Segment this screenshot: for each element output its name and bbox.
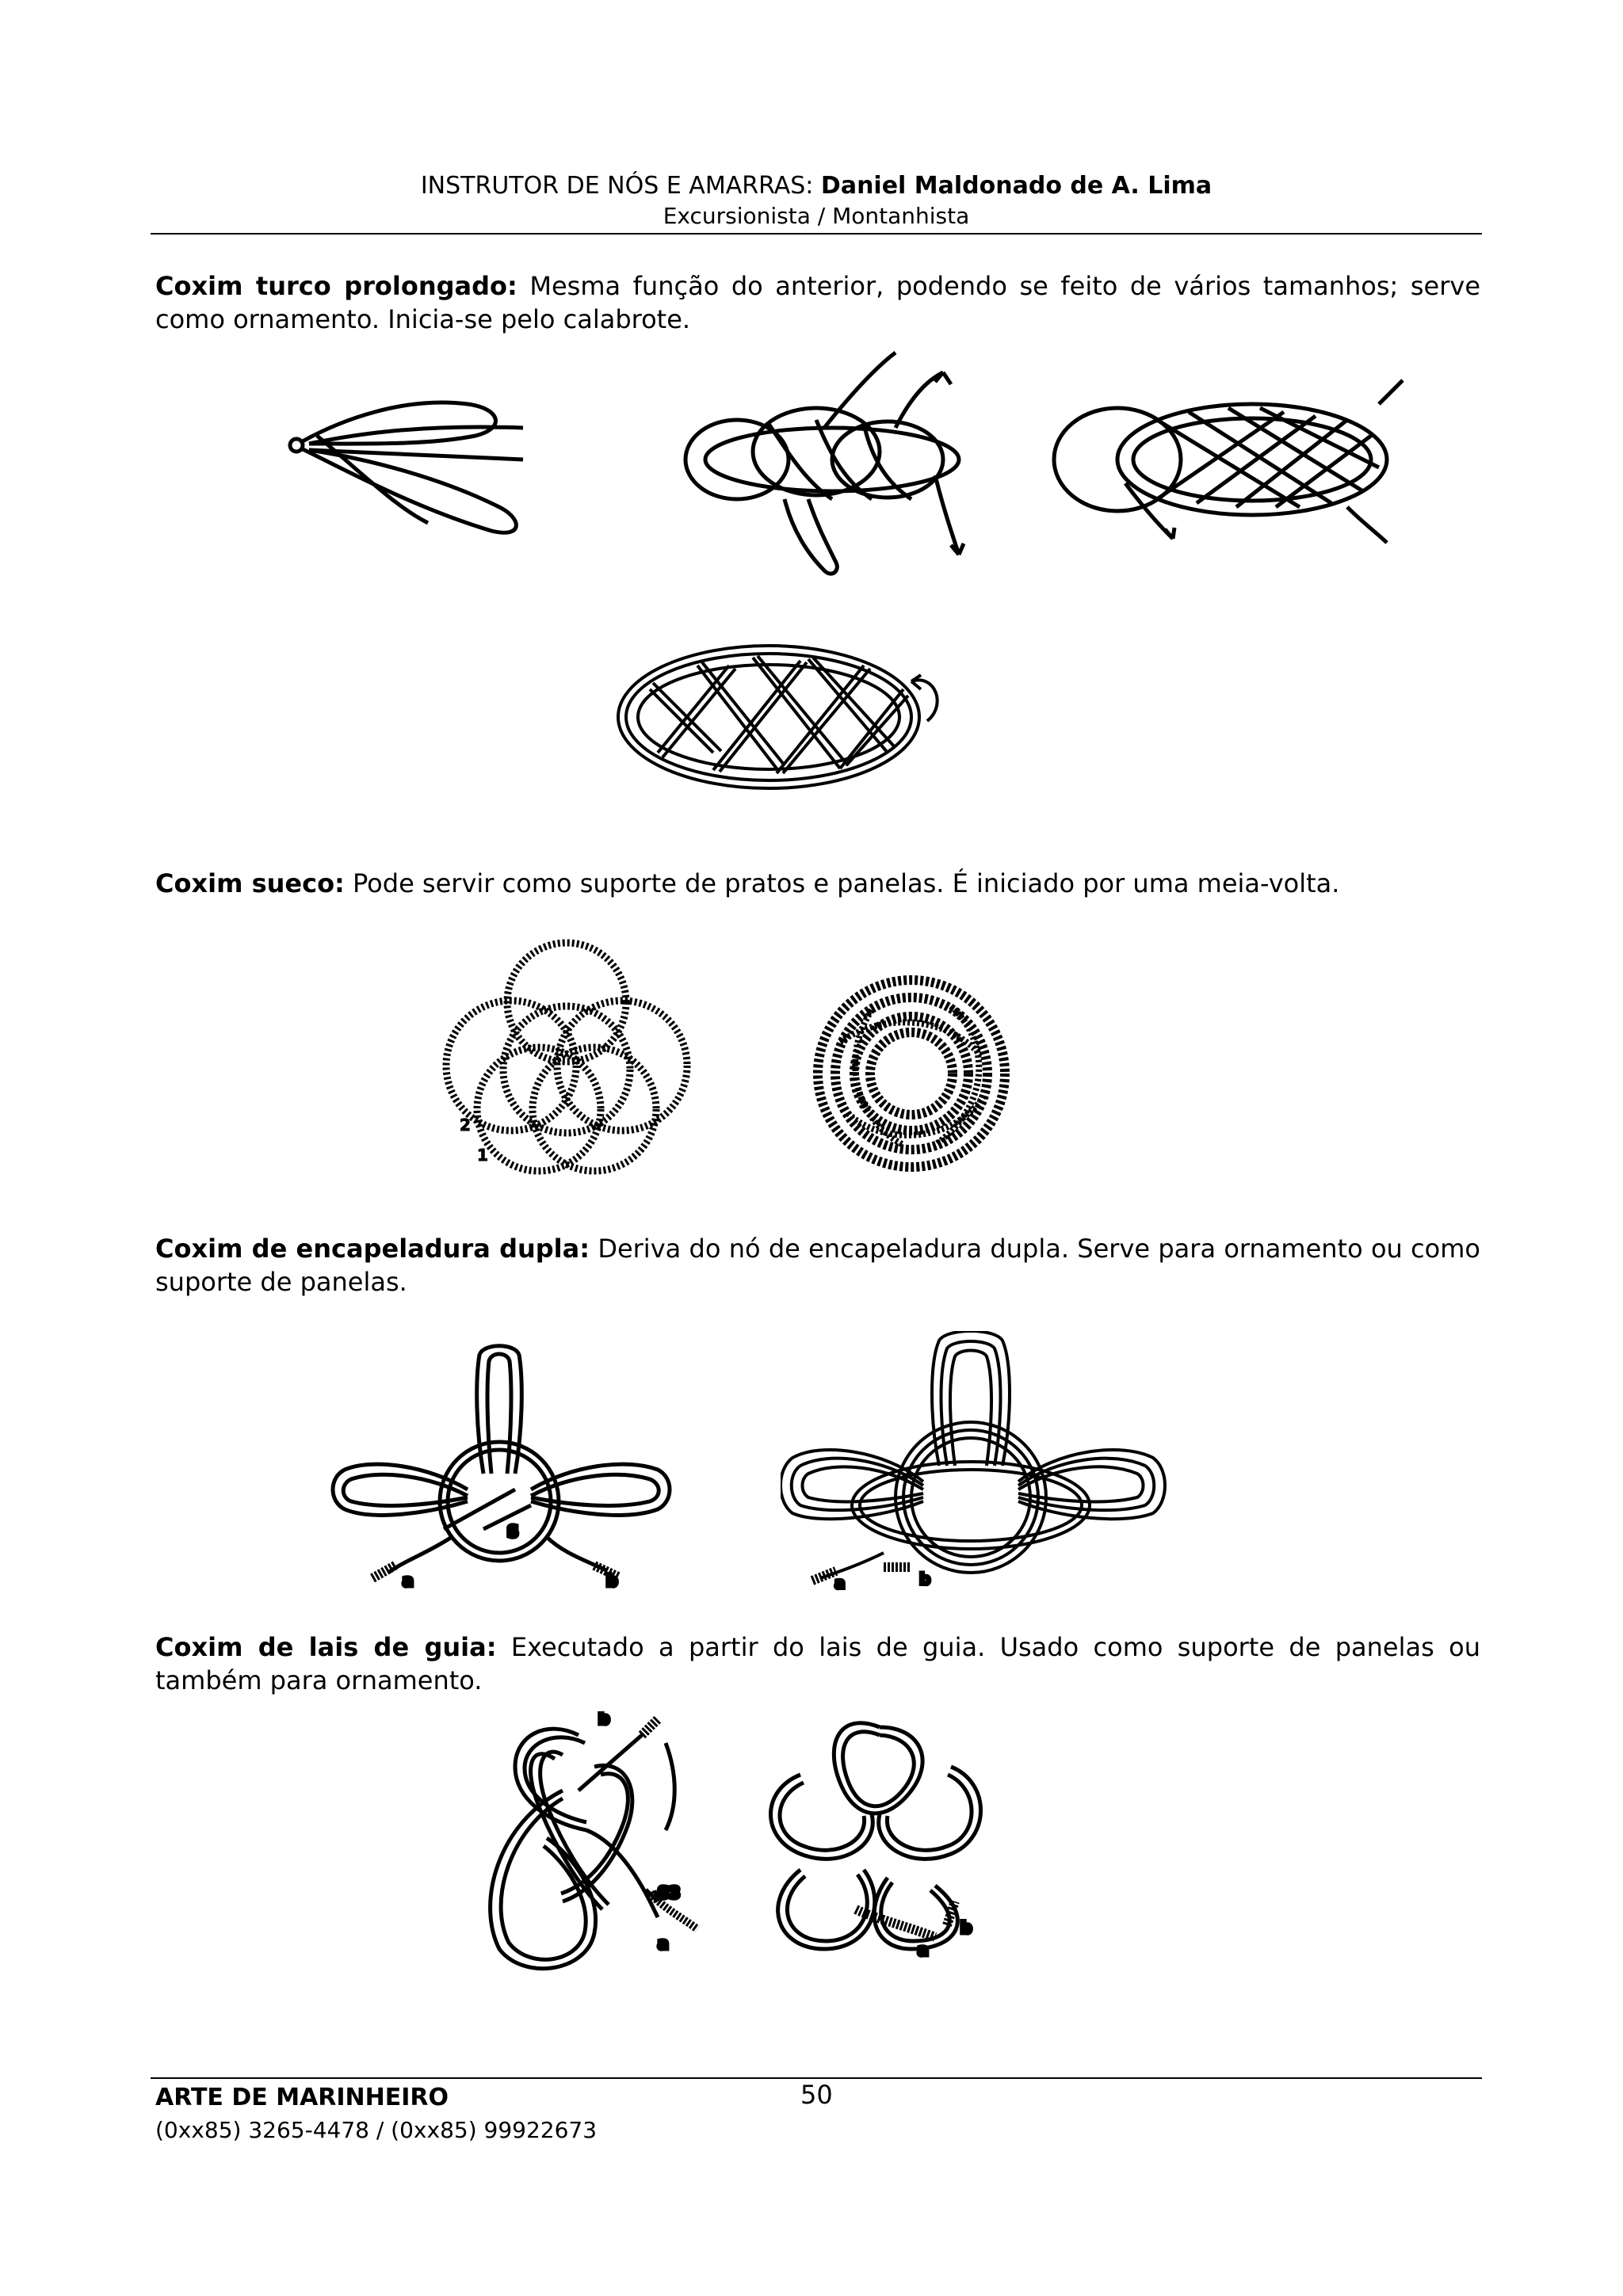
figure-lais-step: [468, 1711, 705, 1981]
section-term: Coxim turco prolongado:: [155, 271, 517, 301]
section-coxim-turco: [155, 269, 1480, 336]
figure-label: b: [598, 1711, 610, 1728]
page-number: 50: [800, 2080, 833, 2110]
figure-label: S: [507, 1522, 519, 1541]
section-text: Executado a partir do lais de guia. Usado como suporte de panelas ou também para ornamento.: [155, 1632, 1481, 1695]
footer-phone: (0xx85) 3265-4478 / (0xx85) 99922673: [155, 2117, 598, 2143]
figure-encapeladura-step: [325, 1339, 689, 1592]
section-term: Coxim sueco:: [155, 868, 345, 898]
figure-label: b: [606, 1571, 618, 1590]
figure-label: a: [658, 1934, 669, 1953]
section-text: Pode servir como suporte de pratos e panelas. É iniciado por uma meia-volta.: [344, 868, 1340, 898]
figure-turco-step-1: [285, 388, 539, 547]
header-subtitle: Excursionista / Montanhista: [663, 203, 970, 229]
figure-label: a: [834, 1573, 846, 1592]
figure-label: b: [919, 1569, 931, 1589]
section-text: Mesma função do anterior, podendo se feito de vários tamanhos; serve como ornamento. Inicia-se pelo calabrote.: [155, 271, 1481, 334]
figure-encapeladura-finished: [781, 1331, 1177, 1592]
figure-label: b: [960, 1918, 972, 1937]
figure-label: a: [918, 1940, 929, 1959]
section-coxim-lais: [155, 1630, 1480, 1697]
header-prefix: INSTRUTOR DE NÓS E AMARRAS:: [420, 172, 821, 200]
figure-turco-finished: [610, 634, 951, 800]
figure-label: 1: [477, 1146, 488, 1165]
figure-label: a: [403, 1571, 414, 1590]
section-text: Deriva do nó de encapeladura dupla. Serve para ornamento ou como suporte de panelas.: [155, 1234, 1481, 1297]
header-rule: [151, 233, 1482, 235]
section-term: Coxim de encapeladura dupla:: [155, 1234, 590, 1264]
figure-turco-step-2: [674, 349, 991, 586]
figure-lais-finished: [753, 1711, 1006, 1973]
figure-turco-step-3: [1046, 372, 1411, 555]
figure-sueco-loops: [428, 931, 705, 1184]
figure-sueco-finished: [792, 963, 1030, 1184]
section-coxim-sueco: [155, 867, 1480, 900]
figure-label: S3: [658, 1883, 681, 1902]
page-header: [151, 170, 1482, 231]
section-coxim-encapeladura: [155, 1232, 1480, 1299]
footer-title: ARTE DE MARINHEIRO: [155, 2084, 449, 2111]
figure-label: 2: [460, 1116, 471, 1135]
header-author: Daniel Maldonado de A. Lima: [820, 172, 1212, 200]
section-term: Coxim de lais de guia:: [155, 1632, 497, 1662]
header-line: [151, 170, 1482, 202]
